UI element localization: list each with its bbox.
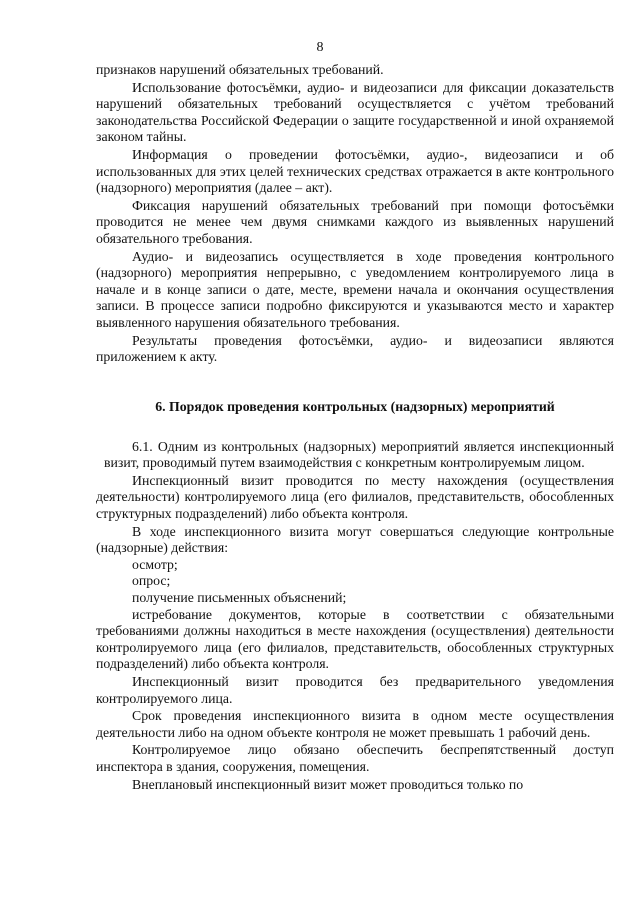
section-heading: 6. Порядок проведения контрольных (надзорных) мероприятий xyxy=(155,398,555,414)
paragraph: В ходе инспекционного визита могут совершаться следующие контрольные (надзорные) действия: xyxy=(96,523,614,556)
document-body xyxy=(96,62,614,793)
paragraph: 6.1. Одним из контрольных (надзорных) мероприятий является инспекционный визит, проводимый путем взаимодействия с конкретным контролируемым лицом. xyxy=(104,438,614,471)
paragraph: Использование фотосъёмки, аудио- и видеозаписи для фиксации доказательств нарушений обязательных требований осуществляется с учётом требований законодательства Российской Федерации о защите государственной и иной охраняемой законом тайны. xyxy=(96,79,614,145)
paragraph: Контролируемое лицо обязано обеспечить беспрепятственный доступ инспектора в здания, сооружения, помещения. xyxy=(96,742,614,774)
paragraph: истребование документов, которые в соответствии с обязательными требованиями должны находиться в месте нахождения (осуществления) деятельности контролируемого лица (его филиалов, представительств, обособленных структурных подразделений) либо объекта контроля. xyxy=(96,606,614,672)
paragraph: Инспекционный визит проводится по месту нахождения (осуществления деятельности) контролируемого лица (его филиалов, представительств, обособленных структурных подразделений) либо объекта контроля. xyxy=(96,472,614,522)
list-item: осмотр; xyxy=(132,556,178,572)
page-number: 8 xyxy=(316,40,324,55)
paragraph: Инспекционный визит проводится без предварительного уведомления контролируемого лица. xyxy=(96,674,614,706)
list-item: опрос; xyxy=(132,573,171,589)
paragraph: Результаты проведения фотосъёмки, аудио- и видеозаписи являются приложением к акту. xyxy=(96,332,614,365)
paragraph: Срок проведения инспекционного визита в одном месте осуществления деятельности либо на одном объекте контроля не может превышать 1 рабочий день. xyxy=(96,708,614,740)
paragraph: признаков нарушений обязательных требований. xyxy=(96,62,384,77)
paragraph: Информация о проведении фотосъёмки, аудио-, видеозаписи и об использованных для этих целей технических средствах отражается в акте контрольного (надзорного) мероприятия (далее – акт). xyxy=(96,146,614,196)
paragraph: Фиксация нарушений обязательных требований при помощи фотосъёмки проводится не менее чем двумя снимками каждого из выявленных нарушений обязательного требования. xyxy=(96,197,614,246)
paragraph: Внеплановый инспекционный визит может проводиться только по xyxy=(132,776,524,792)
list-item: получение письменных объяснений; xyxy=(132,590,347,606)
paragraph: Аудио- и видеозапись осуществляется в ходе проведения контрольного (надзорного) мероприятия непрерывно, с уведомлением контролируемого лица в начале и в конце записи о дате, месте, времени начала и окончания осуществления записи. В процессе записи подробно фиксируются и указываются место и характер выявленного нарушения обязательного требования. xyxy=(96,248,614,330)
